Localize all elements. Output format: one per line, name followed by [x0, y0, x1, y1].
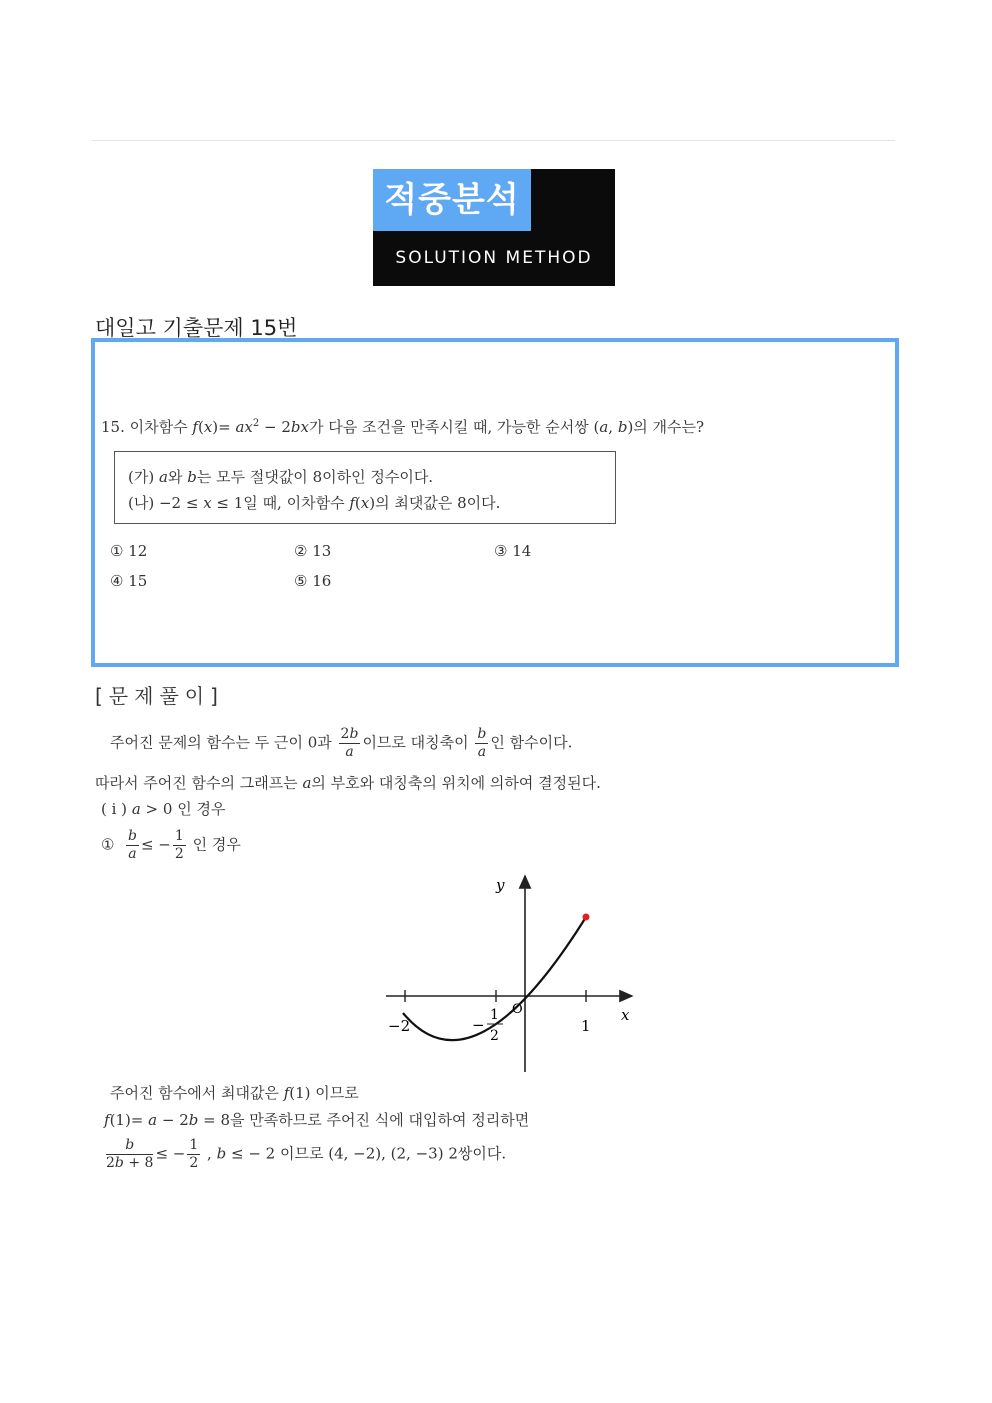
choice-4[interactable]: ④ 15: [110, 572, 148, 590]
origin-label: O: [512, 1002, 523, 1017]
max-point-marker: [583, 914, 590, 921]
solution-line-1: 주어진 문제의 함수는 두 근이 0과 $\frac{2b}{a}$ 이므로 대칭축이 $\frac{b}{a}$ 인 함수이다.: [110, 726, 573, 760]
question-text: 이차함수: [129, 418, 188, 436]
choice-5[interactable]: ⑤ 16: [294, 572, 332, 590]
x-tick-label-minus: −: [472, 1016, 485, 1034]
top-divider: [92, 140, 895, 141]
x-tick-label-den: 2: [490, 1028, 499, 1044]
condition-box: [114, 451, 616, 524]
case-1: ① $\frac{b}{a}$ ≤ − $\frac{1}{2}$ 인 경우: [101, 828, 241, 862]
question-number: 15.: [101, 418, 125, 436]
solution-line-5: $\frac{b}{2b + 8}$ ≤ − $\frac{1}{2}$ , b ≤ − 2 이므로 (4, −2), (2, −3) 2쌍이다.: [106, 1137, 507, 1171]
choice-3[interactable]: ③ 14: [494, 542, 532, 560]
parabola-graph: [378, 868, 640, 1080]
x-tick-label: −2: [388, 1017, 411, 1035]
x-axis-label: x: [621, 1006, 630, 1024]
x-tick-label-num: 1: [490, 1007, 499, 1023]
choice-2[interactable]: ② 13: [294, 542, 332, 560]
question-stem: 15. 이차함수 $f(x)= ax^2 - 2bx$가 다음 조건을 만족시킬 때, 가능한 순서쌍 (a, b)의 개수는?: [101, 418, 705, 436]
condition-na: (나) −2 ≤ x ≤ 1일 때, 이차함수 f(x)의 최댓값은 8이다.: [128, 494, 501, 512]
x-tick-label: 1: [581, 1017, 591, 1035]
solution-method-badge: [373, 169, 615, 286]
badge-title: 적중분석: [373, 169, 531, 231]
fraction-2b-over-a: $\frac{2b}{a}$: [340, 726, 359, 760]
solution-line-3: 주어진 함수에서 최대값은 f(1) 이므로: [110, 1084, 359, 1102]
question-text: 가 다음 조건을 만족시킬 때, 가능한 순서쌍: [308, 418, 589, 436]
solution-line-4: f(1)= a − 2b = 8을 만족하므로 주어진 식에 대입하여 정리하면: [104, 1111, 530, 1129]
condition-ga: (가) a와 b는 모두 절댓값이 8이하인 정수이다.: [128, 468, 434, 486]
solution-title: [문제풀이]: [95, 684, 224, 708]
solution-line-2: 따라서 주어진 함수의 그래프는 a의 부호와 대칭축의 위치에 의하여 결정된다.: [95, 774, 601, 792]
badge-subtitle: SOLUTION METHOD: [395, 248, 593, 268]
y-axis-label: y: [496, 876, 505, 894]
question-text: 의 개수는?: [633, 418, 705, 436]
function-expression: f: [192, 418, 198, 436]
case-i: ( i ) a > 0 인 경우: [101, 800, 226, 818]
fraction-b-over-a: $\frac{b}{a}$: [477, 726, 487, 760]
choice-1[interactable]: ① 12: [110, 542, 148, 560]
problem-heading: 대일고 기출문제 15번: [95, 316, 298, 340]
